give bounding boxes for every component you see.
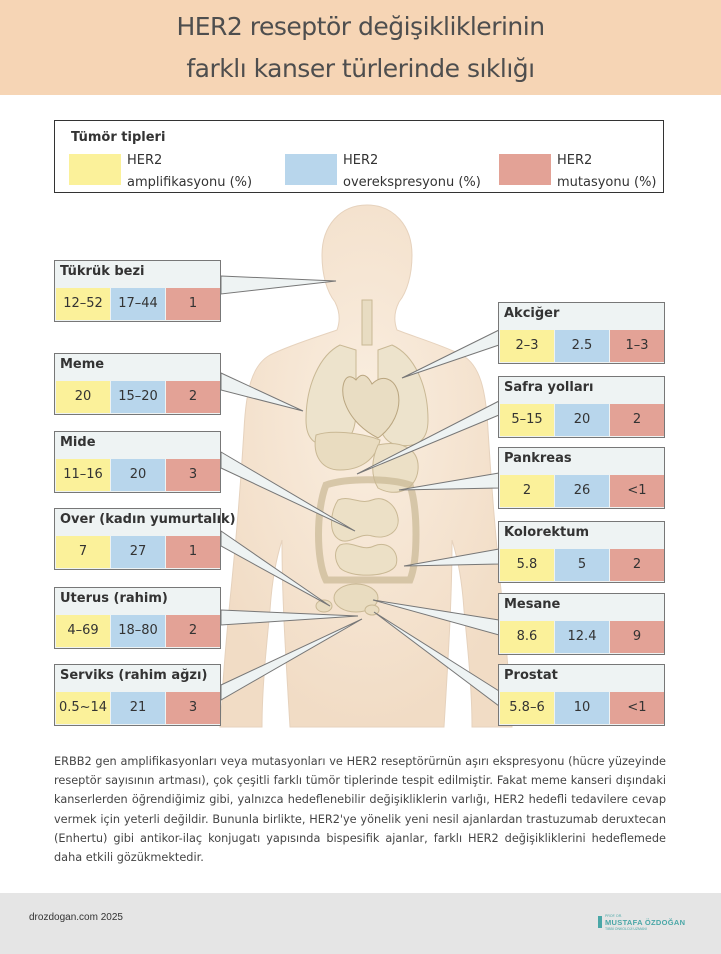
tumor-card <box>54 353 221 415</box>
tumor-card <box>54 508 236 570</box>
mutation-value: 3 <box>166 459 220 491</box>
tumor-card <box>498 593 665 655</box>
tumor-card <box>498 521 665 583</box>
overexpression-value: 26 <box>555 475 609 507</box>
amplification-value: 12–52 <box>56 288 110 320</box>
description-paragraph: ERBB2 gen amplifikasyonları veya mutasyonları ve HER2 reseptörürnün aşırı ekspresyonu (hücre yüzeyinde reseptör sayısının artması), çok çeşitli farklı tümör tiplerinde tespit edilmiştir. Fakat meme kanseri dışındaki kanserlerden öğrendiğimiz gibi, yalnızca hedeflenebilir değişikliklerin varlığı, HER2 hedefli tedavilere cevap vermek için yeterli değildir. Bununla birlikte, HER2'ye yönelik yeni nesil ajanlardan trastuzumab deruxtecan (Enhertu) gibi antikor-ilaç konjugatı yapısında bispesifik ajanlar, farklı HER2 değişikliklerini hedeflemede daha etkili gözükmektedir. <box>54 755 666 865</box>
overexpression-value: 15–20 <box>111 381 165 413</box>
amplification-value: 11–16 <box>56 459 110 491</box>
amplification-value: 4–69 <box>56 615 110 647</box>
overexpression-value: 17–44 <box>111 288 165 320</box>
overexpression-value: 12.4 <box>555 621 609 653</box>
mutation-value: 2 <box>610 549 664 581</box>
tumor-label: Pankreas <box>504 451 572 466</box>
overexpression-value: 18–80 <box>111 615 165 647</box>
tumor-label: Prostat <box>504 668 558 683</box>
overexpression-value: 27 <box>111 536 165 568</box>
mutation-value: 1 <box>166 536 220 568</box>
tumor-label: Serviks (rahim ağzı) <box>60 668 208 683</box>
tumor-card <box>498 664 665 726</box>
footer-site: drozdogan.com 2025 <box>29 912 123 923</box>
overexpression-value: 2.5 <box>555 330 609 362</box>
tumor-card <box>54 664 221 726</box>
mutation-value: <1 <box>610 475 664 507</box>
logo-mark <box>598 916 602 928</box>
amplification-value: 20 <box>56 381 110 413</box>
overexpression-value: 20 <box>111 459 165 491</box>
mutation-value: 2 <box>166 615 220 647</box>
mutation-value: 2 <box>166 381 220 413</box>
tumor-card <box>54 431 221 493</box>
tumor-label: Safra yolları <box>504 380 594 395</box>
amplification-value: 2–3 <box>500 330 554 362</box>
legend-label-mutation: HER2 mutasyonu (%) <box>557 153 657 190</box>
tumor-label: Over (kadın yumurtalık) <box>60 512 236 527</box>
author-logo <box>598 914 698 932</box>
tumor-label: Akciğer <box>504 306 560 321</box>
legend-label-amplification: HER2 amplifikasyonu (%) <box>127 153 253 190</box>
overexpression-value: 20 <box>555 404 609 436</box>
mutation-value: <1 <box>610 692 664 724</box>
mutation-value: 3 <box>166 692 220 724</box>
tumor-label: Mesane <box>504 597 561 612</box>
logo-small-text: PROF. DR. <box>605 914 623 918</box>
tumor-label: Tükrük bezi <box>60 264 145 279</box>
tumor-label: Kolorektum <box>504 525 590 540</box>
tumor-card <box>498 302 665 364</box>
trachea <box>362 300 372 345</box>
page-title-line-1: HER2 reseptör değişikliklerinin <box>176 12 545 41</box>
mutation-value: 2 <box>610 404 664 436</box>
legend-label-overexpression: HER2 overekspresyonu (%) <box>343 153 481 190</box>
callout-tukruk-bezi <box>221 276 336 294</box>
amplification-value: 8.6 <box>500 621 554 653</box>
mutation-value: 1–3 <box>610 330 664 362</box>
tumor-label: Meme <box>60 357 105 372</box>
tumor-label: Mide <box>60 435 96 450</box>
tumor-card <box>498 376 665 438</box>
tumor-card <box>54 260 221 322</box>
amplification-value: 5.8 <box>500 549 554 581</box>
overexpression-value: 10 <box>555 692 609 724</box>
tumor-label: Uterus (rahim) <box>60 591 168 606</box>
tumor-card <box>54 587 221 649</box>
amplification-value: 2 <box>500 475 554 507</box>
mutation-value: 1 <box>166 288 220 320</box>
mutation-value: 9 <box>610 621 664 653</box>
amplification-value: 7 <box>56 536 110 568</box>
amplification-value: 0.5~14 <box>56 692 110 724</box>
page-title-line-2: farklı kanser türlerinde sıklığı <box>186 54 535 83</box>
logo-name: MUSTAFA ÖZDOĞAN <box>605 918 686 927</box>
amplification-value: 5–15 <box>500 404 554 436</box>
logo-subtitle: TIBBİ ONKOLOJİ UZMANI <box>605 927 647 931</box>
legend-title: Tümör tipleri <box>71 130 166 145</box>
overexpression-value: 21 <box>111 692 165 724</box>
amplification-value: 5.8–6 <box>500 692 554 724</box>
tumor-card <box>498 447 665 509</box>
footer <box>0 893 721 954</box>
overexpression-value: 5 <box>555 549 609 581</box>
